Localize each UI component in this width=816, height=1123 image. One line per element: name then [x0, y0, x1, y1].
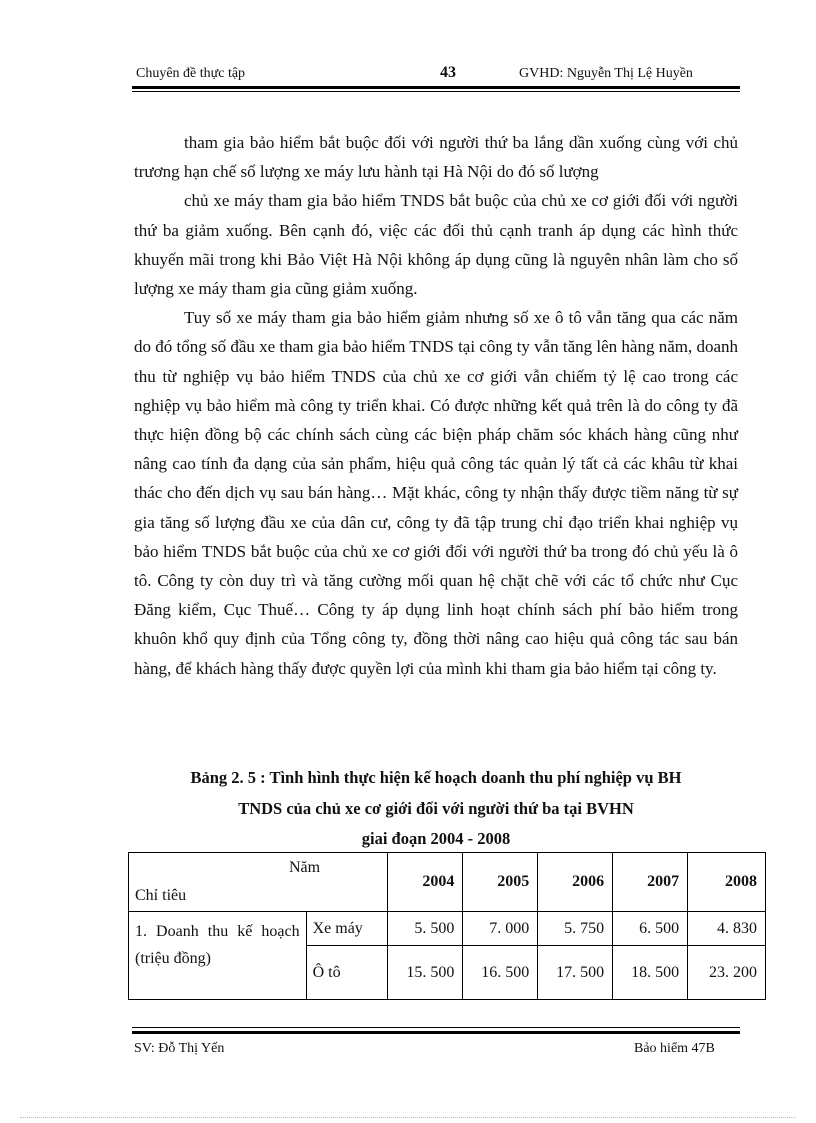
- table-cell: 4. 830: [688, 912, 766, 946]
- year-header: 2007: [613, 853, 688, 912]
- table-cell: 5. 500: [388, 912, 463, 946]
- paragraph: chủ xe máy tham gia bảo hiểm TNDS bắt buộc của chủ xe cơ giới đối với người thứ ba giảm xuống. Bên cạnh đó, việc các đối thủ cạnh tranh áp dụng các hình thức khuyến mãi trong khi Bảo Việt Hà Nội không áp dụng cũng là nguyên nhân làm cho số lượng xe máy tham gia cũng giảm xuống.: [134, 191, 738, 299]
- year-header: 2008: [688, 853, 766, 912]
- header-right-text: GVHD: Nguyễn Thị Lệ Huyền: [519, 66, 693, 81]
- paragraph: Tuy số xe máy tham gia bảo hiểm giảm nhưng số xe ô tô vẫn tăng qua các năm do đó tổng số đầu xe tham gia bảo hiểm TNDS tại công ty vẫn tăng lên hàng năm, doanh thu từ nghiệp vụ bảo hiểm TNDS của chủ xe cơ giới vẫn chiếm tỷ lệ cao trong các nghiệp vụ bảo hiểm mà công ty triển khai. Có được những kết quả trên là do công ty đã thực hiện đồng bộ các chính sách cùng các biện pháp chăm sóc khách hàng cũng như nâng cao tính đa dạng của sản phẩm, hiệu quả công tác quản lý tất cả các khâu từ khai thác cho đến dịch vụ sau bán hàng… Mặt khác, công ty nhận thấy được tiềm năng từ sự gia tăng số lượng đầu xe của dân cư, công ty đã tập trung chỉ đạo triển khai nghiệp vụ bảo hiểm TNDS bắt buộc của chủ xe cơ giới đối với người thứ ba trong đó chủ yếu là ô tô. Công ty còn duy trì và tăng cường mối quan hệ chặt chẽ với các tổ chức như Cục Đăng kiểm, Cục Thuế… Công ty áp dụng linh hoạt chính sách phí bảo hiểm trong khuôn khổ quy định của Tổng công ty, đồng thời nâng cao hiệu quả công tác sau bán hàng, để khách hàng thấy được quyền lợi của mình khi tham gia bảo hiểm tại công ty.: [134, 308, 739, 678]
- table-cell: 15. 500: [388, 946, 463, 1000]
- corner-cell: [129, 853, 388, 912]
- table-cell: 23. 200: [688, 946, 766, 1000]
- revenue-table: [128, 852, 766, 1000]
- vehicle-type: Ô tô: [306, 946, 388, 1000]
- table-header-row: [129, 853, 766, 912]
- vehicle-type: Xe máy: [306, 912, 388, 946]
- caption-line: giai đoạn 2004 - 2008: [361, 829, 511, 848]
- header-rule-thin: [132, 91, 740, 92]
- table-cell: 5. 750: [538, 912, 613, 946]
- page-edge-divider: [20, 1117, 796, 1118]
- table-cell: 16. 500: [463, 946, 538, 1000]
- year-header: 2006: [538, 853, 613, 912]
- caption-line: Bảng 2. 5 : Tình hình thực hiện kế hoạch doanh thu phí nghiệp vụ BH: [190, 768, 682, 787]
- footer-rule-thick: [132, 1031, 740, 1034]
- body-text: [134, 128, 738, 683]
- corner-indicator-label: Chỉ tiêu: [135, 887, 187, 904]
- table-row: [129, 912, 766, 946]
- corner-year-label: Năm: [289, 859, 321, 876]
- caption-line: TNDS của chủ xe cơ giới đối với người thứ ba tại BVHN: [238, 798, 634, 818]
- year-header: 2004: [388, 853, 463, 912]
- table-caption: [134, 763, 738, 855]
- header-left-text: Chuyên đề thực tập: [136, 66, 246, 81]
- page-number: 43: [440, 64, 456, 81]
- table-cell: 6. 500: [613, 912, 688, 946]
- paragraph: tham gia bảo hiểm bắt buộc đối với người thứ ba lắng dần xuống cùng với chủ trương hạn chế số lượng xe máy lưu hành tại Hà Nội do đó số lượng: [134, 133, 738, 182]
- table-cell: 7. 000: [463, 912, 538, 946]
- header-rule-thick: [132, 86, 740, 89]
- footer-student: SV: Đỗ Thị Yến: [134, 1041, 225, 1056]
- table-cell: 18. 500: [613, 946, 688, 1000]
- page-header: [134, 64, 740, 88]
- footer-class: Bảo hiểm 47B: [634, 1041, 715, 1056]
- table-cell: 17. 500: [538, 946, 613, 1000]
- row-label: 1. Doanh thu kế hoạch (triệu đồng): [129, 912, 307, 1000]
- footer-rule-thin: [132, 1027, 740, 1028]
- year-header: 2005: [463, 853, 538, 912]
